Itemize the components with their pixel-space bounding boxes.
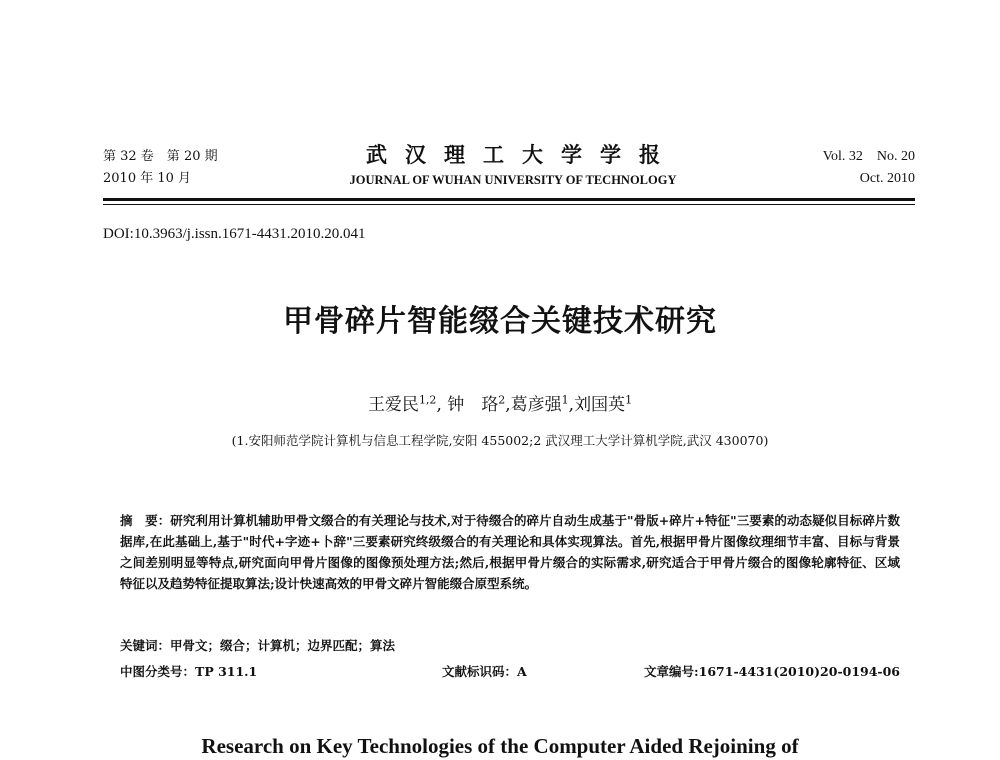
author-name: 钟 珞 [447,395,499,415]
date-cn: 2010 年 10 月 [103,171,192,186]
abstract [120,510,900,594]
keywords-label: 关键词： [120,638,171,653]
article-number [644,662,900,680]
author-affil-mark: 2 [498,393,506,407]
author-affil-mark: 1,2 [418,393,437,407]
volume-issue: 第 32 卷 第 20 期 [103,149,218,164]
author-affil-mark: 1 [561,393,569,407]
header-center [263,140,763,190]
journal-name-cn: 武汉理工大学学报 [366,142,678,167]
doi: DOI:10.3963/j.issn.1671-4431.2010.20.041 [103,226,366,242]
header-rule-thick [103,198,915,201]
header-left [103,146,218,190]
article-no-value: 1671-4431(2010)20-0194-06 [698,664,900,679]
journal-header [103,142,915,196]
journal-name-en: JOURNAL OF WUHAN UNIVERSITY OF TECHNOLOGY [349,173,677,187]
author-list [0,390,1000,415]
author-name: 刘国英 [574,395,626,415]
affiliation: (1.安阳师范学院计算机与信息工程学院,安阳 455002;2 武汉理工大学计算机学院,武汉 430070) [231,433,769,448]
header-right [823,146,915,190]
doc-code-label: 文献标识码： [442,664,518,679]
clc-label: 中图分类号： [120,664,196,679]
clc-value: TP 311.1 [195,664,258,679]
english-title: Research on Key Technologies of the Computer Aided Rejoining of [201,734,799,758]
article-no-label: 文章编号: [644,664,699,679]
doc-code-value: A [517,664,527,679]
document-code [442,662,527,680]
author-separator: , [505,395,511,415]
header-rule-thin [103,204,915,205]
keywords-text: 甲骨文；缀合；计算机；边界匹配；算法 [170,638,396,653]
author-separator: , [568,395,575,415]
vol-no-en: Vol. 32 No. 20 [822,149,915,164]
date-en: Oct. 2010 [859,171,915,186]
abstract-label: 摘 要： [120,513,171,528]
classification-row [120,662,900,682]
clc-number [120,662,257,680]
author-separator: , [436,395,442,415]
keywords [120,636,395,654]
author-name: 葛彦强 [510,395,562,415]
paper-title: 甲骨碎片智能缀合关键技术研究 [283,304,717,339]
abstract-text: 研究利用计算机辅助甲骨文缀合的有关理论与技术,对于待缀合的碎片自动生成基于"骨版+碎片+特征"三要素的动态疑似目标碎片数据库,在此基础上,基于"时代+字迹+卜辞"三要素研究终级缀合的有关理论和具体实现算法。首先,根据甲骨片图像纹理细节丰富、目标与背景之间差别明显等特点,研究面向甲骨片图像的图像预处理方法;然后,根据甲骨片缀合的实际需求,研究适合于甲骨片缀合的图像轮廓特征、区域特征以及趋势特征提取算法;设计快速高效的甲骨文碎片智能缀合原型系统。 [120,513,900,591]
author-name: 王爱民 [367,395,419,415]
author-affil-mark: 1 [625,393,633,407]
